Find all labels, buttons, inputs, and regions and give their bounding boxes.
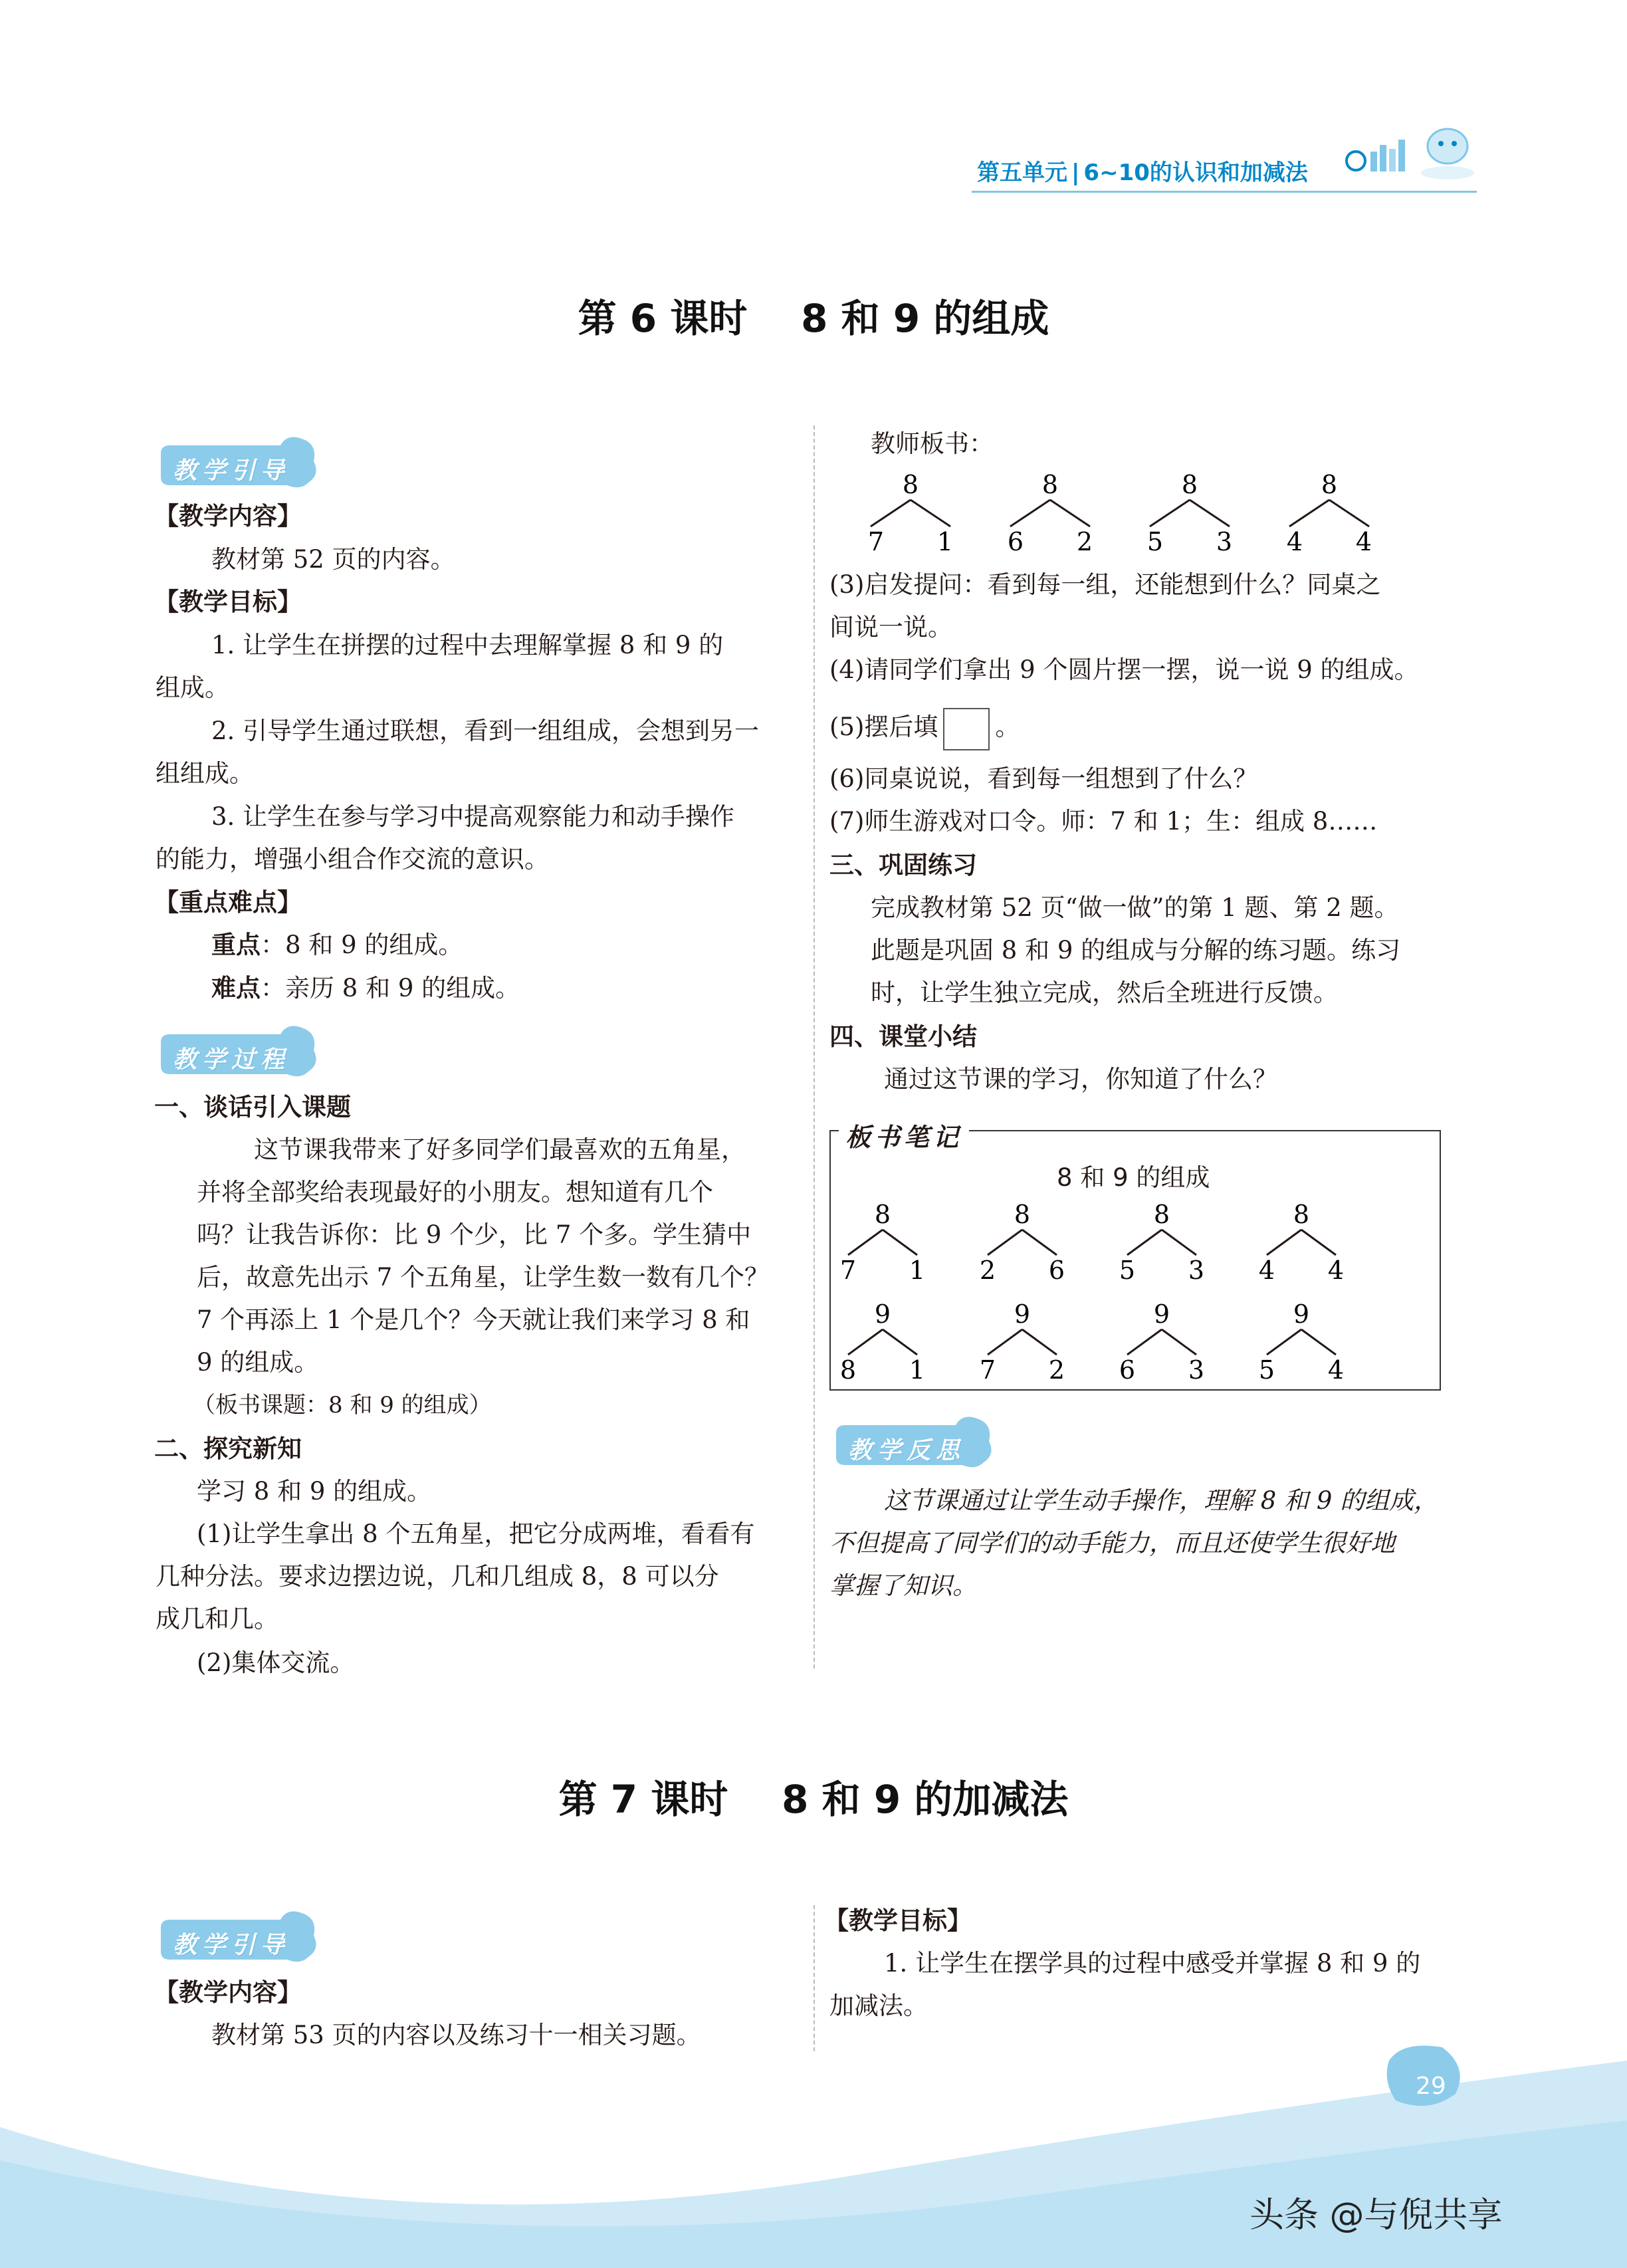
goal-line: 的能力，增强小组合作交流的意识。	[156, 845, 549, 873]
tree-top: 9	[1014, 1300, 1031, 1329]
section1-note: （板书课题：8 和 9 的组成）	[193, 1392, 492, 1418]
lesson7-title: 第 7 课时 8 和 9 的加减法	[558, 1777, 1069, 1822]
section2-line: (2)集体交流。	[197, 1648, 355, 1677]
tree-top: 8	[1153, 1200, 1170, 1229]
teacher-board-trees	[857, 465, 1416, 558]
tree-right: 3	[1188, 1256, 1205, 1285]
tree-right: 3	[1216, 527, 1233, 556]
header-rule	[972, 191, 1477, 193]
tree-left: 5	[1258, 1355, 1275, 1385]
section2-line: 几种分法。要求边摆边说，几和几组成 8，8 可以分	[156, 1562, 719, 1591]
tree-left: 5	[1146, 527, 1164, 556]
tree-right: 2	[1048, 1355, 1065, 1385]
board-notes-trees	[837, 1196, 1422, 1389]
page-number: 29	[1416, 2073, 1446, 2100]
section1-line: 吗？让我告诉你：比 9 个少，比 7 个多。学生猜中	[197, 1220, 752, 1249]
keypoint-text: ：8 和 9 的组成。	[261, 931, 463, 959]
section1-line: 9 的组成。	[197, 1348, 319, 1377]
difficulty-line	[211, 967, 520, 1010]
section3-line: 完成教材第 52 页“做一做”的第 1 题、第 2 题。	[871, 893, 1399, 922]
difficulty-text: ：亲历 8 和 9 的组成。	[261, 974, 520, 1002]
tree-right: 6	[1048, 1256, 1065, 1285]
tree-left: 6	[1007, 527, 1024, 556]
reflection-line: 这节课通过让学生动手操作，理解 8 和 9 的组成，	[884, 1486, 1439, 1515]
tree-top: 8	[874, 1200, 891, 1229]
section1-line: 并将全部奖给表现最好的小朋友。想知道有几个	[197, 1178, 713, 1206]
lesson6-title: 第 6 课时 8 和 9 的组成	[578, 296, 1049, 341]
tag-label: 教学过程	[173, 1046, 290, 1074]
section1-line: 7 个再添上 1 个是几个？今天就让我们来学习 8 和	[197, 1305, 750, 1334]
tree-top: 9	[1153, 1300, 1170, 1329]
tree-right: 2	[1076, 527, 1093, 556]
step-line-fill	[829, 701, 1020, 754]
board-notes-title: 8 和 9 的组成	[1057, 1163, 1210, 1192]
tree-8-7-1	[868, 470, 953, 556]
section2-line: 学习 8 和 9 的组成。	[197, 1477, 432, 1506]
watermark: 头条 @与倪共享	[1249, 2196, 1503, 2235]
goal-line: 组成。	[156, 673, 229, 702]
step-suffix: 。	[995, 713, 1020, 741]
goal-line: 3. 让学生在参与学习中提高观察能力和动手操作	[211, 802, 735, 831]
tree-top: 8	[1321, 470, 1338, 499]
section1-line: 这节课我带来了好多同学们最喜欢的五角星，	[254, 1135, 746, 1164]
tree-left: 5	[1119, 1256, 1136, 1285]
tree-left: 7	[867, 527, 885, 556]
tree-8-4-4	[1287, 470, 1372, 556]
section4-line: 通过这节课的学习，你知道了什么？	[884, 1065, 1277, 1093]
goal-line: 1. 让学生在摆学具的过程中感受并掌握 8 和 9 的	[884, 1949, 1421, 1978]
content-text: 教材第 53 页的内容以及练习十一相关习题。	[211, 2021, 701, 2049]
reflection-line: 不但提高了同学们的动手能力，而且还使学生很好地	[829, 1529, 1395, 1557]
tree-top: 8	[1014, 1200, 1031, 1229]
step-line: 间说一说。	[829, 613, 952, 641]
tree-8-5-3	[1147, 470, 1232, 556]
tree-left: 4	[1258, 1256, 1275, 1285]
board-notes-label: 板书笔记	[839, 1117, 969, 1153]
tree-right: 1	[936, 527, 954, 556]
tree-right: 1	[909, 1355, 926, 1385]
tree-top: 8	[902, 470, 919, 499]
section3-line: 时，让学生独立完成，然后全班进行反馈。	[871, 978, 1338, 1007]
running-header: 第五单元 | 6~10的认识和加减法	[977, 160, 1308, 186]
goal-line: 1. 让学生在拼摆的过程中去理解掌握 8 和 9 的	[211, 631, 724, 659]
section4-heading: 四、课堂小结	[829, 1022, 977, 1051]
section1-heading: 一、谈话引入课题	[154, 1093, 351, 1121]
tag-label: 教学引导	[173, 1931, 290, 1959]
tree-right: 3	[1188, 1355, 1205, 1385]
section2-line: (1)让学生拿出 8 个五角星，把它分成两堆，看看有	[197, 1520, 755, 1548]
header-mascot-icon	[1336, 120, 1482, 186]
content-heading: 【教学内容】	[154, 502, 302, 530]
keypoint-label: 重点	[211, 931, 261, 959]
tree-top: 8	[1181, 470, 1198, 499]
keypoint-line	[211, 924, 463, 966]
unit-label: 第五单元	[977, 160, 1067, 186]
goal-line: 2. 引导学生通过联想，看到一组组成，会想到另一	[211, 717, 760, 745]
tree-right: 1	[909, 1256, 926, 1285]
column-divider	[814, 1905, 815, 2051]
section1-line: 后，故意先出示 7 个五角星，让学生数一数有几个？	[197, 1263, 770, 1292]
goals-heading: 【教学目标】	[824, 1906, 972, 1935]
content-text: 教材第 52 页的内容。	[211, 545, 455, 574]
section3-line: 此题是巩固 8 和 9 的组成与分解的练习题。练习	[871, 936, 1401, 964]
tree-left: 2	[979, 1256, 996, 1285]
tree-9-5-4	[1259, 1300, 1344, 1385]
section2-heading: 二、探究新知	[154, 1434, 302, 1463]
tree-8-4-4	[1259, 1200, 1344, 1285]
tag-teaching-intro	[154, 433, 320, 493]
tree-top: 8	[1293, 1200, 1310, 1229]
tree-right: 4	[1355, 527, 1372, 556]
tag-label: 教学反思	[848, 1436, 966, 1464]
tree-8-6-2	[1008, 470, 1093, 556]
tree-8-2-6	[980, 1200, 1065, 1285]
tree-right: 4	[1327, 1355, 1345, 1385]
content-heading: 【教学内容】	[154, 1978, 302, 2007]
tree-left: 7	[839, 1256, 857, 1285]
teacher-board-heading: 教师板书：	[871, 429, 994, 458]
fill-in-box	[943, 708, 990, 750]
section2-line: 成几和几。	[156, 1605, 278, 1633]
tree-8-7-1	[840, 1200, 925, 1285]
tag-label: 教学引导	[173, 457, 290, 485]
goal-line: 组组成。	[156, 759, 254, 788]
difficulty-label: 难点	[211, 974, 261, 1002]
tag-teaching-intro	[154, 1908, 320, 1968]
tree-top: 8	[1041, 470, 1059, 499]
tree-right: 4	[1327, 1256, 1345, 1285]
tree-left: 8	[839, 1355, 857, 1385]
tag-teaching-process	[154, 1022, 320, 1082]
tag-teaching-reflection	[829, 1413, 996, 1473]
step-text: (5)摆后填	[829, 713, 938, 741]
step-line: (7)师生游戏对口令。师：7 和 1；生：组成 8……	[829, 807, 1378, 836]
unit-topic: 6~10的认识和加减法	[1083, 160, 1308, 186]
tree-left: 7	[979, 1355, 996, 1385]
goal-line: 加减法。	[829, 1991, 928, 2020]
step-line: (4)请同学们拿出 9 个圆片摆一摆，说一说 9 的组成。	[829, 655, 1419, 684]
column-divider	[814, 425, 815, 1668]
tree-left: 6	[1119, 1355, 1136, 1385]
step-line: (6)同桌说说，看到每一组想到了什么？	[829, 764, 1258, 793]
section3-heading: 三、巩固练习	[829, 851, 977, 879]
keypoints-heading: 【重点难点】	[154, 888, 302, 917]
tree-top: 9	[1293, 1300, 1310, 1329]
tree-9-8-1	[840, 1300, 925, 1385]
step-line: (3)启发提问：看到每一组，还能想到什么？同桌之	[829, 570, 1381, 599]
tree-9-7-2	[980, 1300, 1065, 1385]
tree-8-5-3	[1119, 1200, 1204, 1285]
tree-left: 4	[1286, 527, 1303, 556]
tree-9-6-3	[1119, 1300, 1204, 1385]
goals-heading: 【教学目标】	[154, 588, 302, 616]
tree-top: 9	[874, 1300, 891, 1329]
reflection-line: 掌握了知识。	[829, 1571, 977, 1600]
